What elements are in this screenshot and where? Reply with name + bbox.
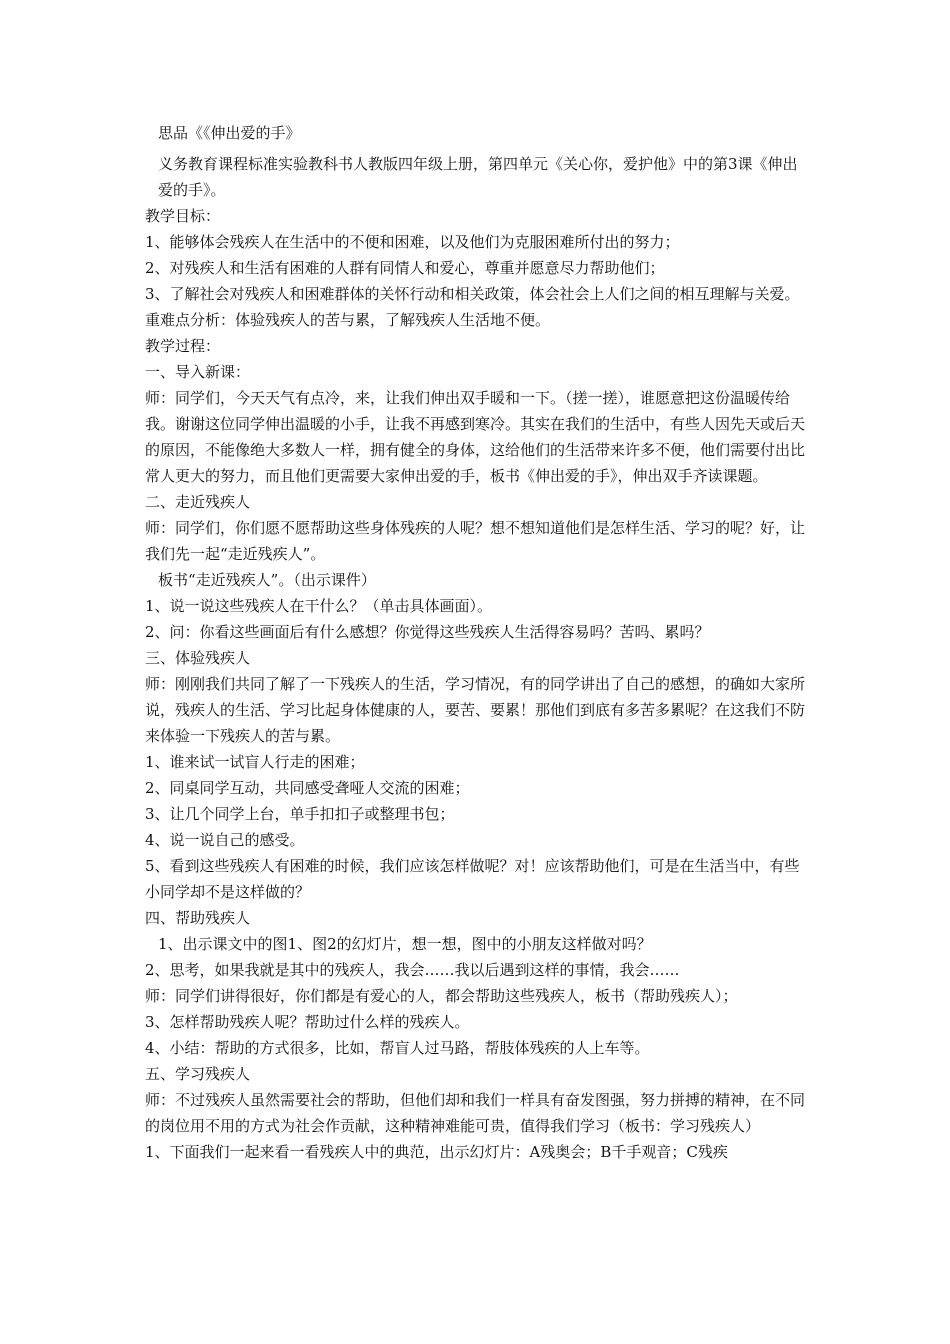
paragraph: 3、了解社会对残疾人和困难群体的关怀行动和相关政策，体会社会上人们之间的相互理解与关爱。 <box>145 285 800 303</box>
paragraph: 1、说一说这些残疾人在干什么？（单击具体画面）。 <box>145 597 493 615</box>
paragraph: 4、说一说自己的感受。 <box>145 831 305 849</box>
paragraph: 重难点分析：体验残疾人的苦与累，了解残疾人生活地不便。 <box>145 311 551 329</box>
paragraph: 义务教育课程标准实验教科书人教版四年级上册，第四单元《关心你，爱护他》中的第3课《伸出爱的手》。 <box>158 155 798 199</box>
paragraph: 师：刚刚我们共同了解了一下残疾人的生活，学习情况，有的同学讲出了自己的感想，的确如大家所说，残疾人的生活、学习比起身体健康的人，要苦、要累！那他们到底有多苦多累呢？在这我们不防来体验一下残疾人的苦与累。 <box>145 675 806 745</box>
paragraph: 1、出示课文中的图1、图2的幻灯片，想一想，图中的小朋友这样做对吗？ <box>158 935 652 953</box>
paragraph: 3、让几个同学上台，单手扣扣子或整理书包； <box>145 805 455 823</box>
paragraph: 2、同桌同学互动，共同感受聋哑人交流的困难； <box>145 779 470 797</box>
paragraph: 师：同学们，你们愿不愿帮助这些身体残疾的人呢？想不想知道他们是怎样生活、学习的呢？好，让我们先一起“走近残疾人”。 <box>145 519 806 563</box>
paragraph: 教学目标： <box>145 207 221 225</box>
paragraph: 二、走近残疾人 <box>145 493 251 511</box>
paragraph: 师：不过残疾人虽然需要社会的帮助，但他们却和我们一样具有奋发图强，努力拼搏的精神，在不同的岗位用不用的方式为社会作贡献，这种精神难能可贵，值得我们学习（板书：学习残疾人） <box>145 1091 806 1135</box>
paragraph: 1、能够体会残疾人在生活中的不便和困难，以及他们为克服困难所付出的努力； <box>145 233 680 251</box>
paragraph: 师：同学们，今天天气有点冷，来，让我们伸出双手暖和一下。（搓一搓），谁愿意把这份温暖传给我。谢谢这位同学伸出温暖的小手，让我不再感到寒冷。其实在我们的生活中，有些人因先天或后天的原因，不能像绝大多数人一样，拥有健全的身体，这给他们的生活带来许多不便，他们需要付出比常人更大的努力，而且他们更需要大家伸出爱的手，板书《伸出爱的手》，伸出双手齐读课题。 <box>145 389 806 485</box>
document-body <box>145 151 810 1165</box>
document-title: 思品《《伸出爱的手》 <box>158 124 301 142</box>
paragraph: 一、导入新课： <box>145 363 251 381</box>
paragraph: 师：同学们讲得很好，你们都是有爱心的人，都会帮助这些残疾人，板书（帮助残疾人）； <box>145 987 738 1005</box>
paragraph: 三、体验残疾人 <box>145 649 251 667</box>
paragraph: 五、学习残疾人 <box>145 1065 251 1083</box>
paragraph: 板书“走近残疾人”。（出示课件） <box>158 571 376 589</box>
document-page <box>145 120 810 1165</box>
paragraph: 5、看到这些残疾人有困难的时候，我们应该怎样做呢？对！应该帮助他们，可是在生活当中，有些小同学却不是这样做的？ <box>145 857 800 901</box>
paragraph: 2、对残疾人和生活有困难的人群有同情人和爱心，尊重并愿意尽力帮助他们； <box>145 259 665 277</box>
paragraph: 四、帮助残疾人 <box>145 909 251 927</box>
paragraph: 2、问：你看这些画面后有什么感想？你觉得这些残疾人生活得容易吗？苦吗、累吗？ <box>145 623 710 641</box>
paragraph: 3、怎样帮助残疾人呢？帮助过什么样的残疾人。 <box>145 1013 470 1031</box>
paragraph: 4、小结：帮助的方式很多，比如，帮盲人过马路，帮肢体残疾的人上车等。 <box>145 1039 650 1057</box>
paragraph: 1、下面我们一起来看一看残疾人中的典范，出示幻灯片：A残奥会；B千手观音；C残疾 <box>145 1143 728 1161</box>
paragraph: 2、思考，如果我就是其中的残疾人，我会……我以后遇到这样的事情，我会…… <box>145 961 680 979</box>
paragraph: 1、谁来试一试盲人行走的困难； <box>145 753 365 771</box>
paragraph: 教学过程： <box>145 337 221 355</box>
